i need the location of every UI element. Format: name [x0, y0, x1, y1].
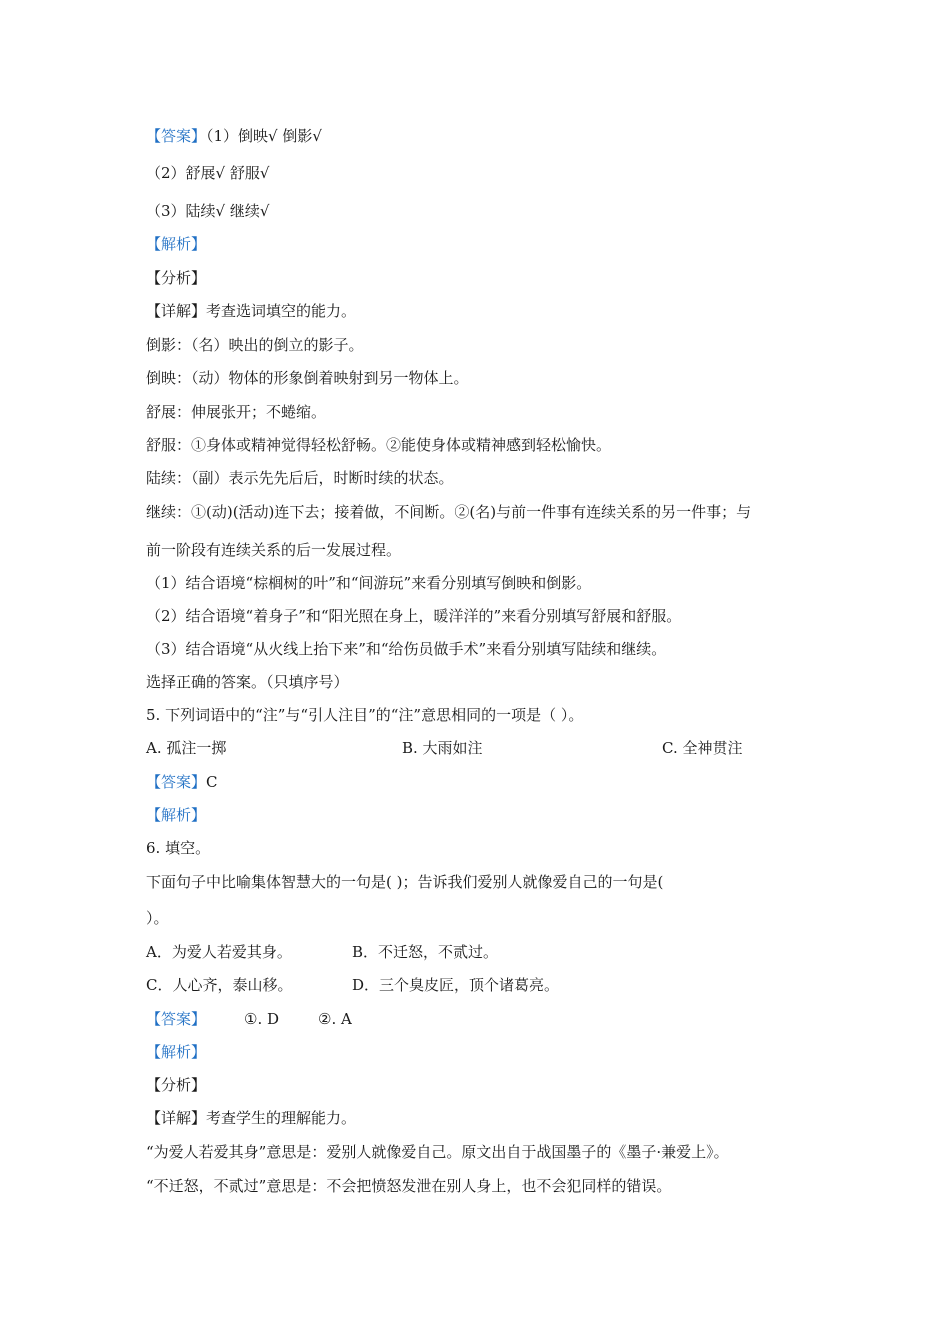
- detail-tag: 【详解】: [146, 302, 207, 320]
- option-a: A. 孤注一掷: [146, 739, 227, 757]
- note-line: “不迁怒，不贰过”意思是：不会把愤怒发泄在别人身上，也不会犯同样的错误。: [146, 1177, 672, 1195]
- detail-text: 考查学生的理解能力。: [206, 1109, 357, 1127]
- definition-line: 陆续：（副）表示先先后后，时断时续的状态。: [146, 469, 454, 487]
- answer-value-1: ①. D: [244, 1010, 280, 1028]
- question-6-stem: 6. 填空。: [146, 839, 211, 857]
- definition-line: 倒影：（名）映出的倒立的影子。: [146, 336, 364, 354]
- fenxi-tag: 【分析】: [146, 1076, 207, 1094]
- answer-line: [146, 126, 826, 146]
- question-6-prompt-cont: ）。: [146, 909, 169, 927]
- explain-line: （1）结合语境“棕榈树的叶”和“间游玩”来看分别填写倒映和倒影。: [146, 574, 592, 592]
- answer-item: （1）倒映√ 倒影√: [206, 127, 322, 145]
- detail-tag: 【详解】: [146, 1109, 207, 1127]
- detail-line: [146, 1108, 826, 1128]
- question-5-stem: 5. 下列词语中的“注”与“引人注目”的“注”意思相同的一项是（ ）。: [146, 706, 584, 724]
- section-heading: 选择正确的答案。（只填序号）: [146, 673, 349, 691]
- answer-line: [146, 772, 826, 792]
- detail-text: 考查选词填空的能力。: [206, 302, 357, 320]
- definition-line: 舒服：①身体或精神觉得轻松舒畅。②能使身体或精神感到轻松愉快。: [146, 436, 612, 454]
- definition-line: 前一阶段有连续关系的后一发展过程。: [146, 541, 402, 559]
- option-c: C. 全神贯注: [662, 739, 743, 757]
- question-6-prompt: 下面句子中比喻集体智慧大的一句是( )；告诉我们爱别人就像爱自己的一句是(: [146, 873, 664, 891]
- analysis-tag: 【解析】: [146, 806, 207, 824]
- answer-tag: 【答案】: [146, 773, 207, 791]
- definition-line: 倒映：（动）物体的形象倒着映射到另一物体上。: [146, 369, 469, 387]
- explain-line: （3）结合语境“从火线上抬下来”和“给伤员做手术”来看分别填写陆续和继续。: [146, 640, 667, 658]
- fenxi-tag: 【分析】: [146, 269, 207, 287]
- question-6-options-row2: [146, 975, 826, 995]
- answer-line: [146, 1009, 826, 1029]
- option-c: C．人心齐，泰山移。: [146, 976, 293, 994]
- option-b: B．不迁怒，不贰过。: [352, 943, 499, 961]
- analysis-tag: 【解析】: [146, 1043, 207, 1061]
- definition-line: 舒展：伸展张开；不蜷缩。: [146, 403, 327, 421]
- answer-value-2: ②. A: [318, 1010, 352, 1028]
- question-5-options: [146, 738, 826, 758]
- option-d: D．三个臭皮匠，顶个诸葛亮。: [352, 976, 560, 994]
- definition-line: 继续：①(动)(活动)连下去；接着做，不间断。②(名)与前一件事有连续关系的另一件事；与: [146, 503, 752, 521]
- question-6-options-row1: [146, 942, 826, 962]
- answer-tag: 【答案】: [146, 1010, 207, 1028]
- analysis-tag: 【解析】: [146, 235, 207, 253]
- note-line: “为爱人若爱其身”意思是：爱别人就像爱自己。原文出自于战国墨子的《墨子·兼爱上》。: [146, 1143, 729, 1161]
- explain-line: （2）结合语境“着身子”和“阳光照在身上，暖洋洋的”来看分别填写舒展和舒服。: [146, 607, 682, 625]
- option-b: B. 大雨如注: [402, 739, 483, 757]
- detail-line: [146, 301, 826, 321]
- answer-tag: 【答案】: [146, 127, 207, 145]
- answer-item: （2）舒展√ 舒服√: [146, 164, 270, 182]
- answer-item: （3）陆续√ 继续√: [146, 202, 270, 220]
- answer-value: C: [206, 773, 218, 791]
- option-a: A．为爱人若爱其身。: [146, 943, 292, 961]
